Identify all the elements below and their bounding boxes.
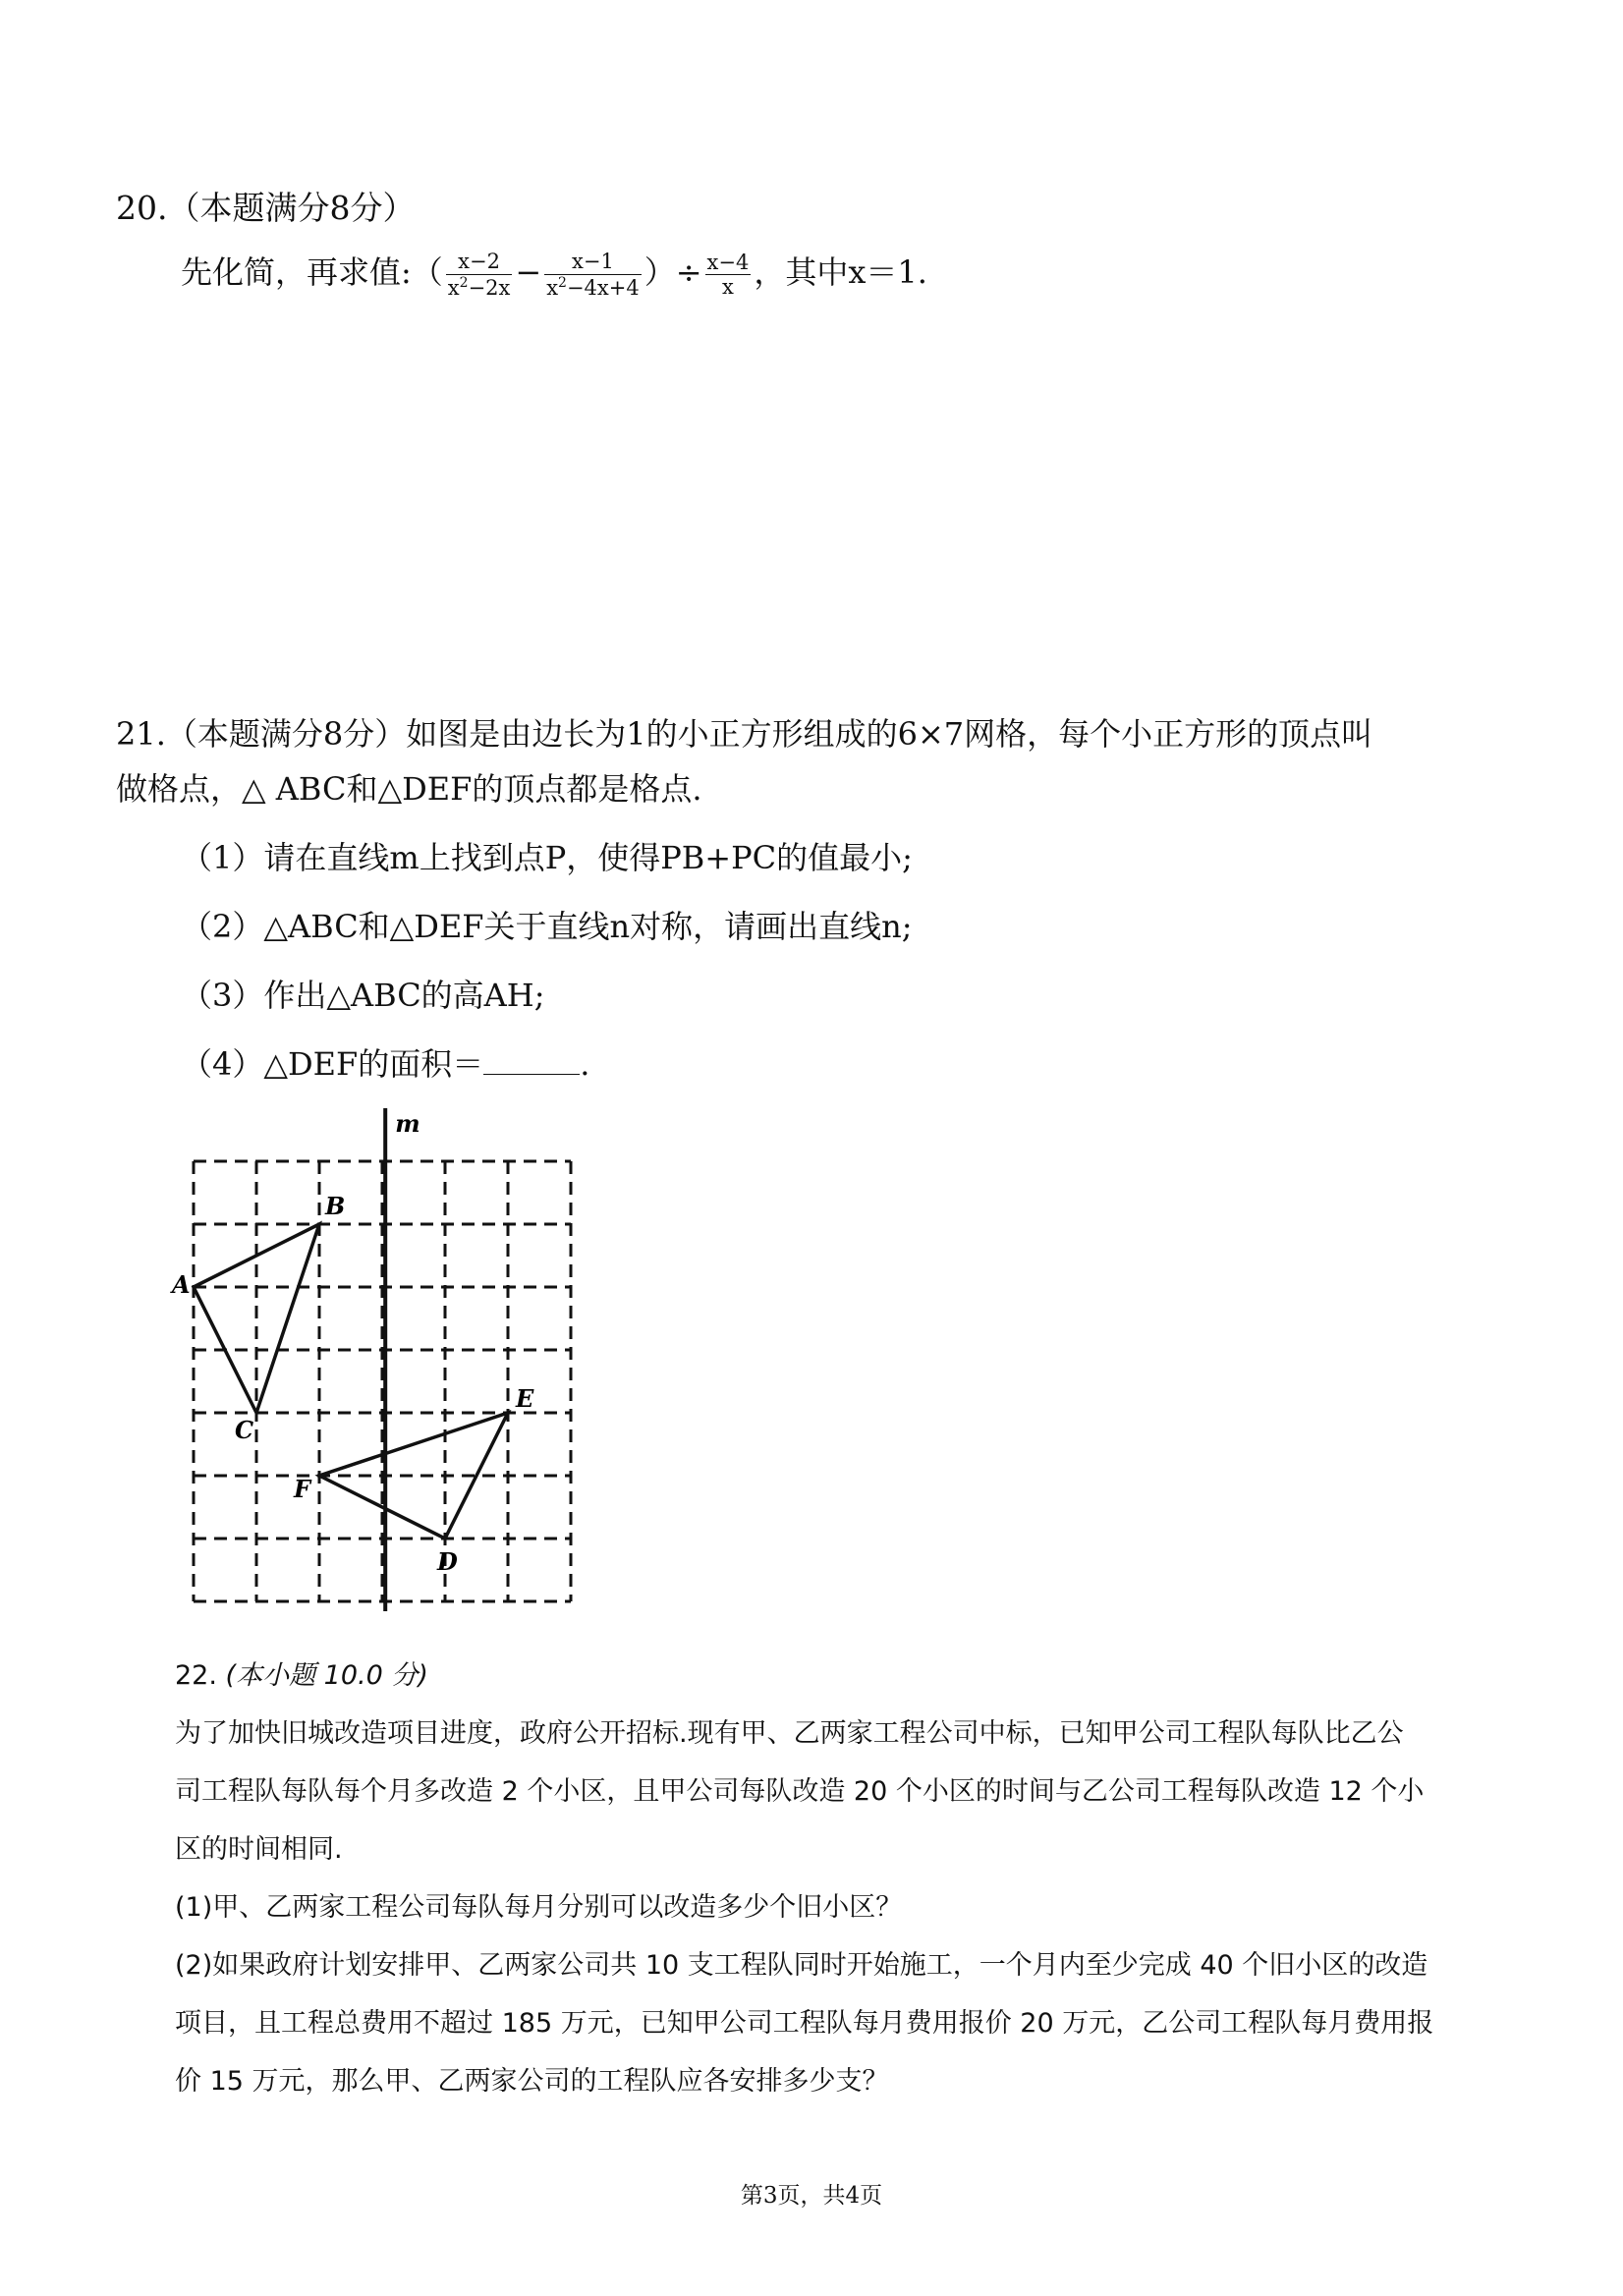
q22-line-1: 为了加快旧城改造项目进度，政府公开招标.现有甲、乙两家工程公司中标，已知甲公司工程队每队比乙公 [175,1718,1404,1749]
q21-part-4: （4）△DEF的面积＝ . [181,1045,590,1083]
q22-line-3: 区的时间相同. [175,1834,343,1865]
q21-header-cont: 做格点，△ ABC和△DEF的顶点都是格点. [116,770,702,808]
q20-fraction-3: $\frac{x-4}{x}$ [706,250,750,299]
q20-minus: − [515,253,542,291]
point-label-d: D [437,1547,458,1576]
grid-figure [167,1100,580,1611]
q20-fraction-1: $\frac{x-2}{x^2-2x}$ [447,250,511,300]
line-m-label: m [395,1109,420,1138]
point-label-f: F [294,1475,311,1503]
answer-blank [483,1050,580,1075]
point-label-c: C [235,1416,254,1444]
q22-header: 22. (本小题 10.0 分) [175,1660,428,1691]
point-label-b: B [325,1192,346,1220]
point-label-e: E [516,1384,534,1413]
q20-tail: ，其中x＝1. [754,253,927,291]
page-footer: 第3页，共4页 [740,2183,883,2209]
q20-expression [181,248,927,300]
q22-line-4: (1)甲、乙两家工程公司每队每月分别可以改造多少个旧小区？ [175,1892,903,1923]
q22-line-6: 项目，且工程总费用不超过 185 万元，已知甲公司工程队每月费用报价 20 万元，乙公司工程队每月费用报 [175,2008,1434,2039]
q20-lead: 先化简，再求值:（ [181,253,443,291]
triangles [194,1224,508,1539]
q21-part-3: （3）作出△ABC的高AH; [181,977,545,1014]
q21-part-2: （2）△ABC和△DEF关于直线n对称，请画出直线n; [181,908,913,945]
q21-part-1: （1）请在直线m上找到点P，使得PB+PC的值最小; [181,839,913,876]
dashed-grid [194,1161,571,1601]
q21-header: 21.（本题满分8分）如图是由边长为1的小正方形组成的6×7网格，每个小正方形的顶点叫 [116,715,1373,753]
q22-line-7: 价 15 万元，那么甲、乙两家公司的工程队应各安排多少支？ [175,2066,889,2097]
q22-line-2: 司工程队每队每个月多改造 2 个小区，且甲公司每队改造 20 个小区的时间与乙公司工程每队改造 12 个小 [175,1776,1425,1807]
q22-block [175,1647,1433,2110]
q20-close-div: ）÷ [644,253,702,291]
q20-fraction-2: $\frac{x-1}{x^2-4x+4}$ [546,250,640,300]
q22-line-5: (2)如果政府计划安排甲、乙两家公司共 10 支工程队同时开始施工，一个月内至少完成 40 个旧小区的改造 [175,1950,1428,1981]
point-label-a: A [172,1270,191,1299]
q20-header: 20.（本题满分8分） [116,189,416,227]
point-labels [170,1192,534,1576]
